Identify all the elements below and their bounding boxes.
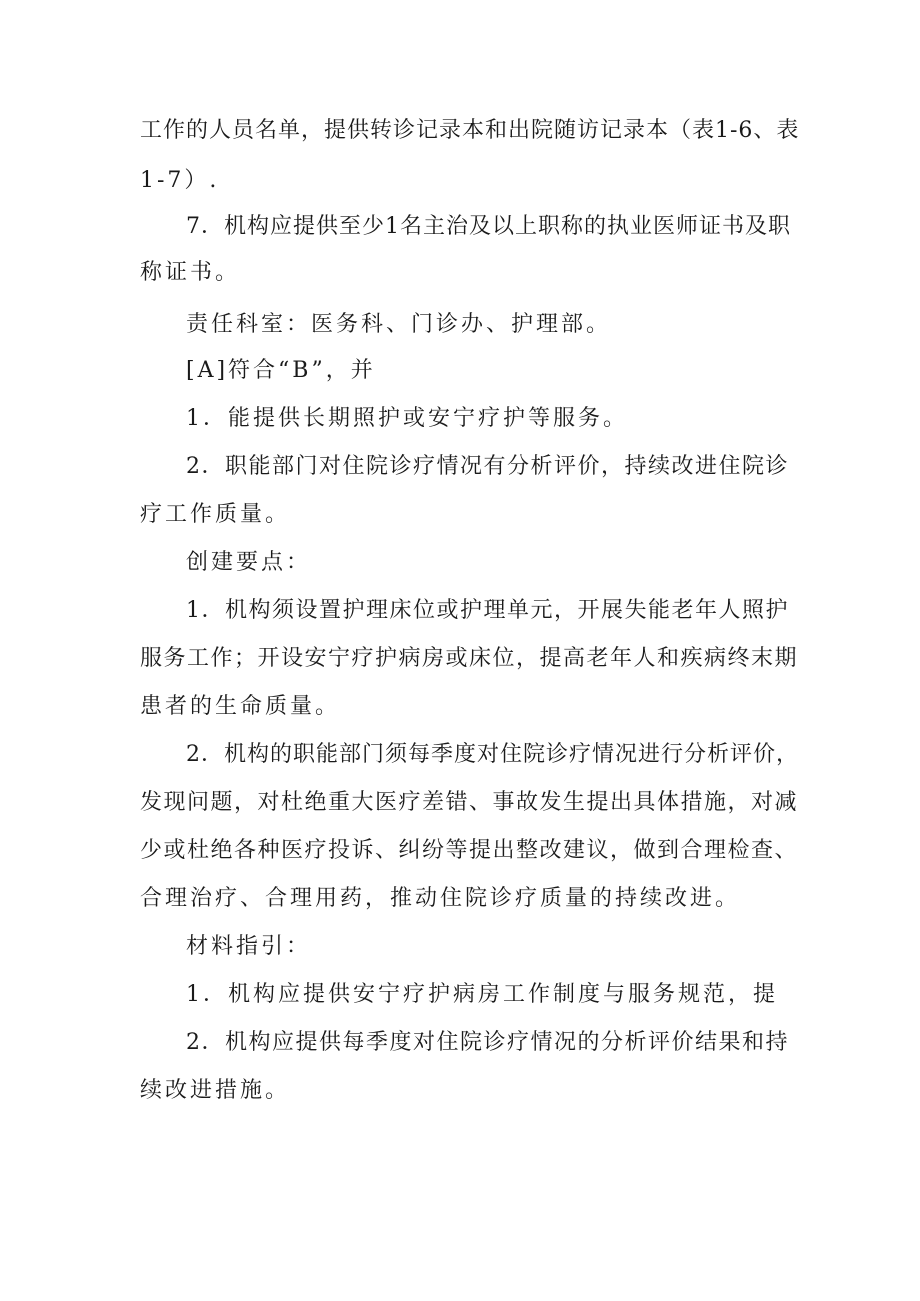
text-line-5: 责任科室：医务科、门诊办、护理部。 — [186, 312, 612, 337]
text-line-10: 创建要点： — [186, 550, 312, 575]
text-line-15: 发现问题，对杜绝重大医疗差错、事故发生提出具体措施，对减 — [140, 790, 799, 815]
text-line-4: 称证书。 — [140, 260, 241, 285]
text-line-1: 工作的人员名单，提供转诊记录本和出院随访记录本（表1-6、表 — [140, 118, 800, 143]
text-line-2: 1-7）. — [140, 168, 220, 193]
text-line-6: [A]符合“B”，并 — [186, 358, 376, 383]
text-line-14: 2．机构的职能部门须每季度对住院诊疗情况进行分析评价， — [186, 742, 799, 767]
text-line-17: 合理治疗、合理用药，推动住院诊疗质量的持续改进。 — [140, 886, 741, 911]
text-line-8: 2．职能部门对住院诊疗情况有分析评价，持续改进住院诊 — [186, 454, 789, 479]
text-line-12: 服务工作；开设安宁疗护病房或床位，提高老年人和疾病终末期 — [140, 646, 799, 671]
text-line-9: 疗工作质量。 — [140, 502, 291, 527]
text-line-11: 1．机构须设置护理床位或护理单元，开展失能老年人照护 — [186, 598, 789, 623]
text-line-18: 材料指引： — [186, 934, 312, 959]
text-line-20: 2．机构应提供每季度对住院诊疗情况的分析评价结果和持 — [186, 1030, 789, 1055]
text-line-21: 续改进措施。 — [140, 1078, 291, 1103]
text-line-3: 7．机构应提供至少1名主治及以上职称的执业医师证书及职 — [186, 214, 791, 239]
text-line-19: 1．机构应提供安宁疗护病房工作制度与服务规范，提 — [186, 982, 778, 1007]
text-line-16: 少或杜绝各种医疗投诉、纠纷等提出整改建议，做到合理检查、 — [140, 838, 799, 863]
text-line-7: 1．能提供长期照护或安宁疗护等服务。 — [186, 406, 628, 431]
text-line-13: 患者的生命质量。 — [140, 694, 341, 719]
